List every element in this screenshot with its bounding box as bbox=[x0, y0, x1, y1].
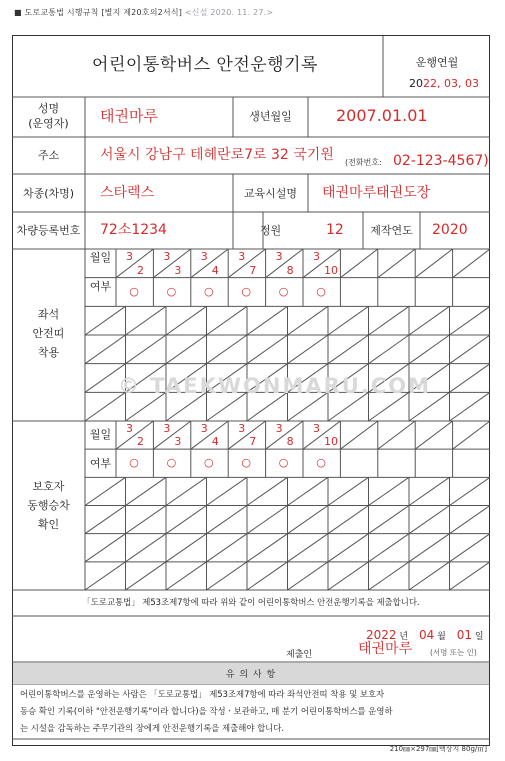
address-value: 서울시 강남구 테헤란로7로 32 국기원 bbox=[100, 147, 334, 163]
seatbelt-month-4: 3 bbox=[238, 250, 246, 263]
address-label: 주소 bbox=[37, 149, 60, 162]
submitter-value: 태권마루 bbox=[358, 641, 413, 657]
seatbelt-check-2: ○ bbox=[166, 284, 177, 298]
seatbelt-yesno-label: 여부 bbox=[89, 280, 112, 293]
seatbelt-day-2: 3 bbox=[174, 263, 182, 277]
guardian-check-4: ○ bbox=[241, 456, 251, 470]
guardian-month-2: 3 bbox=[163, 422, 171, 435]
paper-spec: 210㎜×297㎜[백상지 80g/㎡] bbox=[389, 745, 487, 753]
birth-value: 2007.01.01 bbox=[336, 106, 428, 125]
note-line-1: 어린이통학버스를 운영하는 사람은 「도로교통법」 제53조제7항에 따라 좌석안전띠 착용 및 보호자 bbox=[20, 689, 385, 699]
vehicle-label: 차종(차명) bbox=[22, 187, 75, 200]
phone-value: 02-123-4567) bbox=[393, 153, 489, 169]
capacity-value: 12 bbox=[326, 222, 344, 238]
seatbelt-day-4: 7 bbox=[249, 263, 257, 277]
facility-label: 교육시설명 bbox=[243, 187, 298, 200]
guardian-check-1: ○ bbox=[129, 456, 139, 470]
name-label-line2: (운영자) bbox=[28, 117, 69, 130]
seatbelt-label-3: 착용 bbox=[37, 346, 60, 359]
seatbelt-monthday-label: 월일 bbox=[89, 251, 112, 264]
amended-note: <신설 2020. 11. 27.> bbox=[184, 8, 274, 17]
guardian-check-5: ○ bbox=[278, 456, 289, 470]
note-line-3: 는 시설을 감독하는 주무기관의 장에게 안전운행기록을 제출해야 합니다. bbox=[20, 723, 285, 733]
submit-year-unit: 년 bbox=[399, 632, 409, 642]
guardian-month-3: 3 bbox=[200, 422, 208, 435]
note-line-2: 동승 확인 기록(이하 "안전운행기록"이라 합니다)을 작성ㆍ보관하고, 매 분기 어린이통학버스를 운영하 bbox=[20, 706, 393, 716]
guardian-check-3: ○ bbox=[203, 456, 214, 470]
notes-title: 유 의 사 항 bbox=[225, 670, 277, 680]
seatbelt-label-2: 안전띠 bbox=[32, 327, 65, 340]
seatbelt-check-6: ○ bbox=[316, 284, 326, 298]
guardian-day-1: 2 bbox=[137, 435, 144, 449]
seatbelt-label-1: 좌석 bbox=[37, 308, 60, 321]
guardian-day-6: 10 bbox=[324, 435, 338, 449]
seatbelt-day-6: 10 bbox=[324, 263, 338, 277]
guardian-month-5: 3 bbox=[275, 422, 283, 435]
facility-value: 태권마루태권도장 bbox=[322, 185, 431, 201]
run-month-date: 22, 03, 03 bbox=[423, 77, 479, 90]
guardian-check-6: ○ bbox=[316, 456, 326, 470]
guardian-label-2: 동행승차 bbox=[27, 499, 70, 512]
run-month-value bbox=[409, 77, 479, 90]
seatbelt-month-2: 3 bbox=[163, 250, 171, 263]
seatbelt-day-1: 2 bbox=[137, 263, 144, 277]
guardian-label-1: 보호자 bbox=[32, 480, 65, 493]
seatbelt-check-4: ○ bbox=[241, 284, 251, 298]
form-title: 어린이통학버스 안전운행기록 bbox=[92, 55, 318, 75]
name-label bbox=[12, 101, 85, 131]
seatbelt-check-3: ○ bbox=[203, 284, 214, 298]
name-value: 태권마루 bbox=[100, 107, 158, 125]
plate-label: 차량등록번호 bbox=[16, 224, 81, 237]
submitter-label: 제출인 bbox=[286, 650, 313, 660]
submit-month-unit: 월 bbox=[437, 632, 446, 642]
guardian-day-3: 4 bbox=[211, 435, 219, 449]
guardian-day-4: 7 bbox=[249, 435, 257, 449]
watermark: © TAEKWONMARU.COM bbox=[118, 374, 431, 398]
capacity-label: 정원 bbox=[259, 224, 282, 237]
seatbelt-month-1: 3 bbox=[126, 250, 133, 263]
submit-day: 01 bbox=[456, 628, 473, 642]
seatbelt-month-5: 3 bbox=[275, 250, 283, 263]
guardian-day-2: 3 bbox=[174, 435, 182, 449]
seatbelt-month-3: 3 bbox=[200, 250, 208, 263]
name-label-line1: 성명 bbox=[37, 102, 60, 115]
year-label: 제작연도 bbox=[370, 224, 413, 237]
seatbelt-day-3: 4 bbox=[211, 263, 219, 277]
run-month-prefix: 20 bbox=[409, 77, 423, 90]
phone-label: (전화번호: bbox=[345, 158, 382, 167]
declaration-text: 「도로교통법」 제53조제7항에 따라 위와 같이 어린이통학버스 안전운행기록을 제출합니다. bbox=[82, 597, 420, 607]
year-value: 2020 bbox=[432, 222, 468, 238]
guardian-month-4: 3 bbox=[238, 422, 246, 435]
signature-note: (서명 또는 인) bbox=[430, 648, 477, 657]
vehicle-value: 스타렉스 bbox=[100, 185, 155, 201]
birth-label: 생년월일 bbox=[249, 110, 292, 123]
submit-month: 04 bbox=[419, 628, 435, 642]
guardian-month-1: 3 bbox=[126, 422, 133, 435]
seatbelt-month-6: 3 bbox=[313, 250, 320, 263]
run-month-label: 운행연월 bbox=[415, 56, 459, 69]
seatbelt-check-5: ○ bbox=[278, 284, 289, 298]
seatbelt-check-1: ○ bbox=[129, 284, 139, 298]
seatbelt-section-label bbox=[12, 305, 85, 362]
guardian-check-2: ○ bbox=[166, 456, 177, 470]
guardian-month-6: 3 bbox=[313, 422, 320, 435]
form-reference: ■ 도로교통법 시행규칙 [별지 제20호의2서식] bbox=[14, 8, 183, 17]
submit-year: 2022 bbox=[366, 628, 397, 642]
guardian-section-label bbox=[12, 477, 85, 534]
guardian-day-5: 8 bbox=[286, 435, 294, 449]
guardian-yesno-label: 여부 bbox=[89, 457, 112, 470]
plate-value: 72소1234 bbox=[100, 222, 167, 238]
seatbelt-day-5: 8 bbox=[286, 263, 294, 277]
guardian-monthday-label: 월일 bbox=[89, 428, 112, 441]
submit-day-unit: 일 bbox=[474, 632, 484, 642]
guardian-label-3: 확인 bbox=[37, 518, 60, 531]
